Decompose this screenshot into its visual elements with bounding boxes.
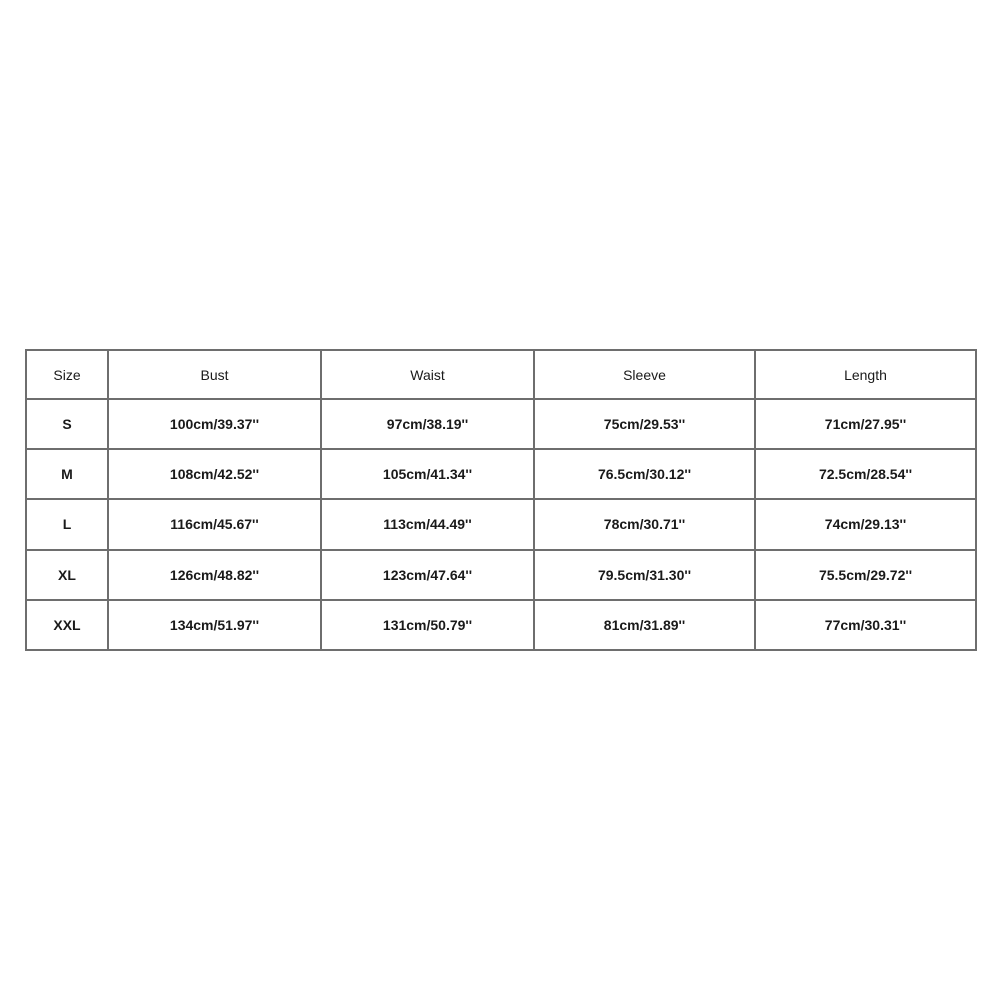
cell-length: 71cm/27.95'' [755,399,976,449]
header-bust: Bust [108,350,321,399]
size-chart-table [25,349,977,651]
header-size: Size [26,350,108,399]
cell-length: 77cm/30.31'' [755,600,976,650]
header-sleeve: Sleeve [534,350,755,399]
table-body [26,399,976,650]
table-header [26,350,976,399]
cell-bust: 100cm/39.37'' [108,399,321,449]
cell-size: S [26,399,108,449]
cell-length: 74cm/29.13'' [755,499,976,549]
cell-sleeve: 79.5cm/31.30'' [534,550,755,600]
cell-sleeve: 81cm/31.89'' [534,600,755,650]
cell-size: L [26,499,108,549]
table-row [26,399,976,449]
cell-waist: 131cm/50.79'' [321,600,534,650]
table-row [26,449,976,499]
cell-sleeve: 76.5cm/30.12'' [534,449,755,499]
header-length: Length [755,350,976,399]
cell-waist: 105cm/41.34'' [321,449,534,499]
table-row [26,600,976,650]
cell-size: XL [26,550,108,600]
cell-size: XXL [26,600,108,650]
header-waist: Waist [321,350,534,399]
cell-sleeve: 78cm/30.71'' [534,499,755,549]
cell-waist: 123cm/47.64'' [321,550,534,600]
cell-bust: 108cm/42.52'' [108,449,321,499]
cell-length: 75.5cm/29.72'' [755,550,976,600]
cell-bust: 116cm/45.67'' [108,499,321,549]
cell-waist: 113cm/44.49'' [321,499,534,549]
table-row [26,550,976,600]
cell-bust: 126cm/48.82'' [108,550,321,600]
cell-length: 72.5cm/28.54'' [755,449,976,499]
header-row [26,350,976,399]
cell-waist: 97cm/38.19'' [321,399,534,449]
table-row [26,499,976,549]
cell-sleeve: 75cm/29.53'' [534,399,755,449]
cell-size: M [26,449,108,499]
cell-bust: 134cm/51.97'' [108,600,321,650]
